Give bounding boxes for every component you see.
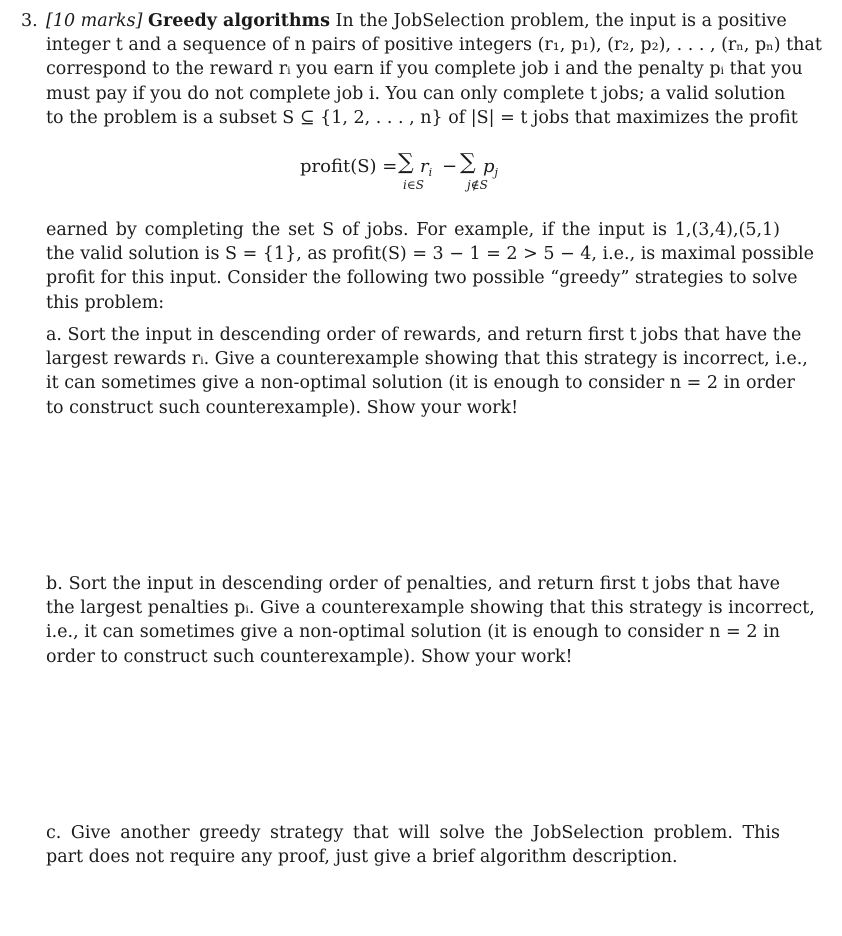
part-a-line-4: to construct such counterexample). Show your work! xyxy=(46,397,519,418)
after-line-4: this problem: xyxy=(46,292,165,313)
formula-term-r: $r_i$ xyxy=(420,156,433,179)
formula-minus: − xyxy=(442,156,458,177)
part-b-line-3: i.e., it can sometimes give a non-optimal solution (it is enough to consider n = 2 in xyxy=(46,622,780,643)
formula-index-2: j∉S xyxy=(467,178,488,192)
part-a-line-1: a. Sort the input in descending order of rewards, and return first t jobs that have the xyxy=(46,325,802,345)
formula-sum-2: ∑ xyxy=(460,150,476,175)
after-line-3: profit for this input. Consider the following two possible “greedy” strategies to solve xyxy=(46,268,798,289)
formula-lhs: profit(S) = xyxy=(300,156,398,177)
intro-line-2: integer t and a sequence of n pairs of positive integers (r₁, p₁), (r₂, p₂), . . . , (rₙ, pₙ) that xyxy=(46,35,822,56)
intro-paragraph xyxy=(46,9,822,130)
part-a-line-3: it can sometimes give a non-optimal solution (it is enough to consider n = 2 in order xyxy=(46,373,795,394)
part-b xyxy=(46,572,815,669)
part-c xyxy=(46,821,780,869)
intro-line-1 xyxy=(46,9,787,33)
part-c-line-2: part does not require any proof, just give a brief algorithm description. xyxy=(46,847,678,868)
intro-line-4: must pay if you do not complete job i. You can only complete t jobs; a valid solution xyxy=(46,83,786,104)
intro-line-5: to the problem is a subset S ⊆ {1, 2, . . . , n} of |S| = t jobs that maximizes the profit xyxy=(46,107,798,128)
part-b-line-1: b. Sort the input in descending order of penalties, and return first t jobs that have xyxy=(46,574,780,594)
intro-line-1-text: In the JobSelection problem, the input is a positive xyxy=(335,11,787,31)
part-a xyxy=(46,323,808,420)
part-b-line-2: the largest penalties pᵢ. Give a counterexample showing that this strategy is incorrect, xyxy=(46,598,815,619)
formula-sum-1: ∑ xyxy=(398,150,414,175)
part-a-line-2: largest rewards rᵢ. Give a counterexample showing that this strategy is incorrect, i.e., xyxy=(46,349,808,370)
after-line-2: the valid solution is S = {1}, as profit(S) = 3 − 1 = 2 > 5 − 4, i.e., is maximal possible xyxy=(46,244,814,265)
example-paragraph xyxy=(46,218,814,315)
formula-term-p: $p_j$ xyxy=(483,156,498,179)
part-c-line-1: c. Give another greedy strategy that will solve the JobSelection problem. This xyxy=(46,823,780,843)
part-b-line-4: order to construct such counterexample). Show your work! xyxy=(46,646,573,667)
formula-index-1: i∈S xyxy=(403,178,424,192)
intro-line-3: correspond to the reward rᵢ you earn if you complete job i and the penalty pᵢ that you xyxy=(46,59,803,80)
after-line-1: earned by completing the set S of jobs. For example, if the input is 1,(3,4),(5,1) xyxy=(46,220,780,240)
marks-label: [10 marks] xyxy=(46,11,143,31)
question-title: Greedy algorithms xyxy=(148,11,330,31)
question-number: 3. xyxy=(21,11,38,31)
